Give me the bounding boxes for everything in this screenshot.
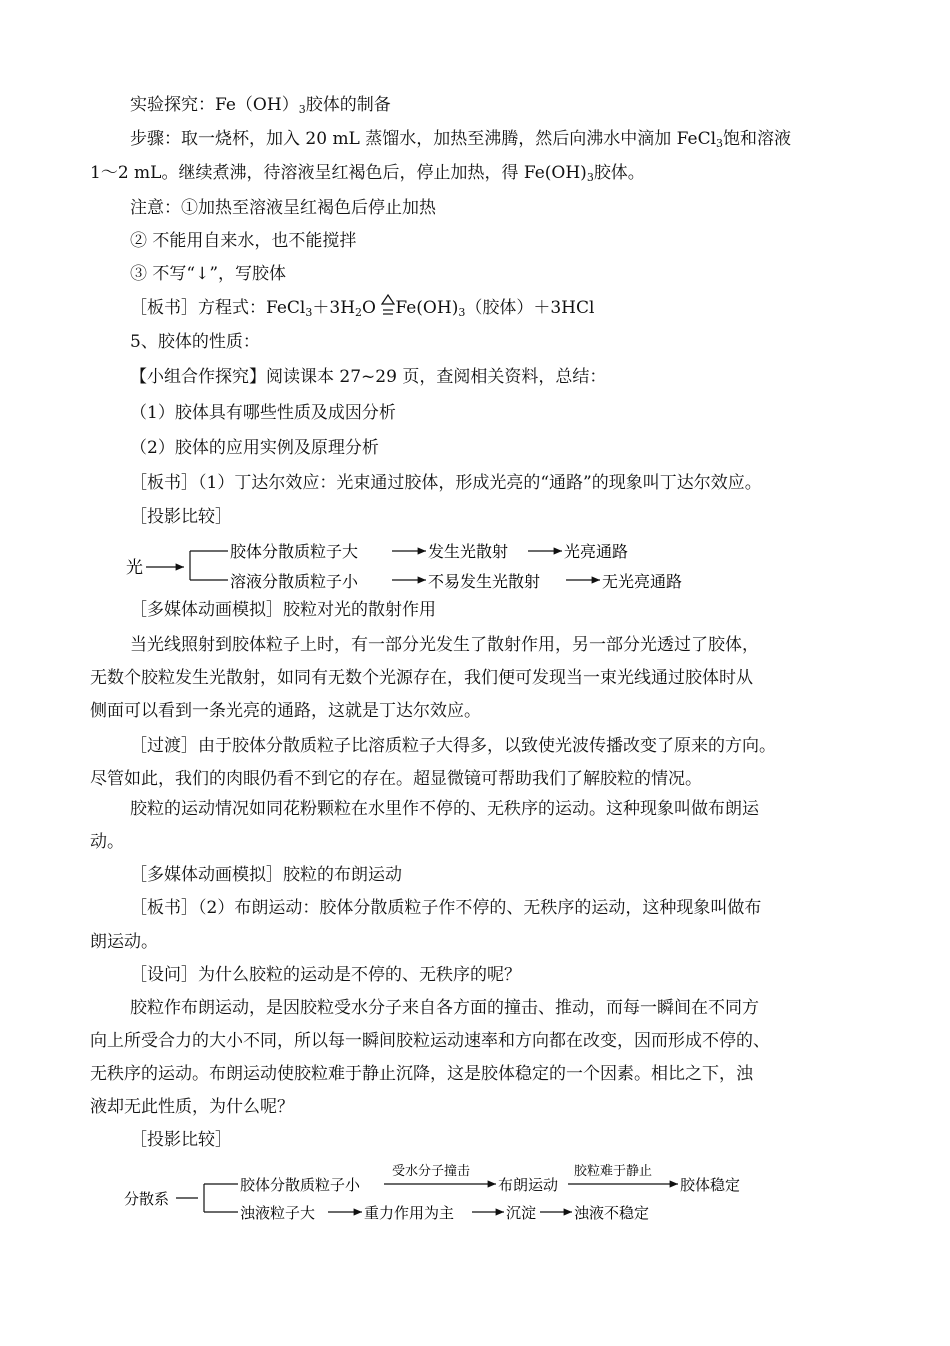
paragraph-line: 胶粒作布朗运动，是因胶粒受水分子来自各方面的撞击、推动，而每一瞬间在不同方 [130,998,759,1018]
paragraph-line: ［投影比较］ [130,1130,232,1150]
diagram-node: 胶体稳定 [680,1176,741,1194]
paragraph-line: ［板书］（2）布朗运动：胶体分散质粒子作不停的、无秩序的运动，这种现象叫做布 [130,898,762,918]
paragraph-line: 无数个胶粒发生光散射，如同有无数个光源存在，我们便可发现当一束光线通过胶体时从 [90,668,753,688]
paragraph-line: ［投影比较］ [130,507,232,527]
paragraph-line: 液却无此性质，为什么呢？ [90,1097,294,1117]
diagram-node: 胶体分散质粒子大 [230,542,359,561]
paragraph-line: ［多媒体动画模拟］胶粒对光的散射作用 [130,600,436,620]
paragraph-line: 动。 [90,832,124,852]
diagram-node: 浊液粒子大 [240,1204,316,1222]
arrow-label: 受水分子撞击 [392,1164,471,1179]
paragraph-line: 【小组合作探究】阅读课本 27~29 页，查阅相关资料，总结： [130,367,607,387]
note-line: ② 不能用自来水，也不能搅拌 [130,231,357,251]
heat-triangle-icon [381,297,395,319]
diagram-node: 光亮通路 [564,542,629,561]
dispersion-system-diagram [0,1158,950,1228]
paragraph-line: 无秩序的运动。布朗运动使胶粒难于静止沉降，这是胶体稳定的一个因素。相比之下，浊 [90,1064,753,1084]
paragraph-line: 步骤：取一烧杯，加入 20 mL 蒸馏水，加热至沸腾，然后向沸水中滴加 FeCl$_3$饱和溶液 [130,129,792,150]
list-item: （1）胶体具有哪些性质及成因分析 [130,403,396,423]
paragraph-line: 当光线照射到胶体粒子上时，有一部分光发生了散射作用，另一部分光透过了胶体， [130,635,759,655]
diagram-root-label: 光 [126,558,143,578]
note-line: 注意：①加热至溶液呈红褐色后停止加热 [130,198,436,218]
section-heading: 5、胶体的性质： [130,332,260,352]
question-line: ［设问］为什么胶粒的运动是不停的、无秩序的呢？ [130,965,521,985]
paragraph-line: 胶粒的运动情况如同花粉颗粒在水里作不停的、无秩序的运动。这种现象叫做布朗运 [130,799,759,819]
section-heading: 实验探究：$Fe(OH)_3$胶体的制备 [130,95,391,116]
paragraph-line: 尽管如此，我们的肉眼仍看不到它的存在。超显微镜可帮助我们了解胶粒的情况。 [90,769,702,789]
diagram-node: 胶体分散质粒子小 [240,1176,361,1194]
diagram-node: 发生光散射 [428,542,509,561]
arrow-label: 胶粒难于静止 [574,1164,653,1179]
note-line: ③ 不写“↓”，写胶体 [130,264,287,284]
diagram-node: 布朗运动 [498,1176,559,1194]
paragraph-line: 侧面可以看到一条光亮的通路，这就是丁达尔效应。 [90,701,481,721]
diagram-node: 溶液分散质粒子小 [230,572,359,591]
diagram-root-label: 分散系 [124,1190,170,1208]
paragraph-line: ［多媒体动画模拟］胶粒的布朗运动 [130,865,402,885]
list-item: （2）胶体的应用实例及原理分析 [130,438,379,458]
diagram-node: 无光亮通路 [602,572,683,591]
paragraph-line: ［板书］（1）丁达尔效应：光束通过胶体，形成光亮的“通路”的现象叫丁达尔效应。 [130,473,762,493]
diagram-node: 浊液不稳定 [574,1204,650,1222]
paragraph-line: 朗运动。 [90,932,158,952]
equation-line: ［板书］方程式：$FeCl_3+3H_2O$ $Fe(OH)_3$（胶体）＋3HCl [130,297,870,319]
tyndall-comparison-diagram [0,536,950,598]
diagram-node: 不易发生光散射 [428,572,541,591]
diagram-node: 沉淀 [506,1204,537,1222]
paragraph-line: 1～2 mL。继续煮沸，待溶液呈红褐色后，停止加热，得 $Fe(OH)_3$胶体。 [90,163,645,184]
diagram-node: 重力作用为主 [364,1204,455,1222]
paragraph-line: ［过渡］由于胶体分散质粒子比溶质粒子大得多，以致使光波传播改变了原来的方向。 [130,736,776,756]
paragraph-line: 向上所受合力的大小不同，所以每一瞬间胶粒运动速率和方向都在改变，因而形成不停的、 [90,1031,770,1051]
